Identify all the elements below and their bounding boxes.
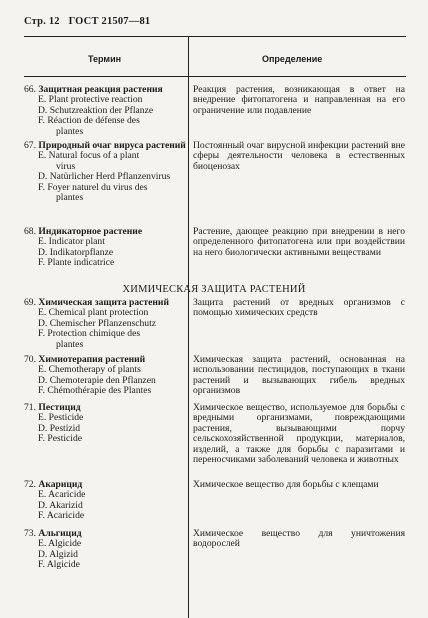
term-title: Природный очаг вируса растений — [38, 140, 186, 151]
term-equivalent: virus — [56, 160, 76, 172]
term-equivalent: D. Chemoterapie den Pflanzen — [38, 374, 156, 386]
term-equivalent: F. Chémothérapie des Plantes — [38, 385, 152, 397]
term-number: 67. — [24, 140, 36, 151]
term-number: 69. — [24, 297, 36, 308]
term-entry — [24, 298, 186, 350]
term-equivalent: F. Algicide — [38, 559, 80, 571]
standard-code: ГОСТ 21507—81 — [68, 16, 151, 27]
term-title: Химическая защита растений — [38, 297, 169, 308]
term-equivalent: F. Acaricide — [38, 510, 85, 522]
page-number: Стр. 12 — [24, 16, 60, 27]
term-equivalent: F. Protection chimique des — [38, 328, 141, 340]
definition-text: Химическое вещество для борьбы с клещами — [193, 479, 379, 490]
term-equivalent: F. Pesticide — [38, 433, 83, 445]
term-equivalent: D. Pestizid — [38, 422, 81, 434]
term-title: Химиотерапия растений — [38, 354, 146, 365]
definition-text: Защита растений от вредных организмов с помощью химических средств — [193, 297, 405, 319]
term-equivalent: plantes — [56, 125, 84, 137]
page-header — [24, 16, 150, 27]
table-header-rule — [24, 76, 406, 77]
term-title: Акарицид — [38, 479, 83, 490]
section-title: ХИМИЧЕСКАЯ ЗАЩИТА РАСТЕНИЙ — [122, 284, 306, 295]
term-equivalent: F. Plante indicatrice — [38, 257, 115, 269]
column-header-definition: Определение — [262, 54, 323, 64]
definition-text: Химическое вещество, используемое для борьбы с вредными организмами, повреждающими растения, вызывающими порчу сельскохозяйственной продукции, материалов, изделий, а также для борьбы с паразитами и переносчиками заболеваний человека и животных — [193, 402, 405, 466]
term-equivalent: D. Algizid — [38, 548, 78, 560]
term-equivalent: F. Foyer naturel du virus des — [38, 181, 148, 193]
definition-text: Постоянный очаг вирусной инфекции растений вне сферы деятельности человека в естественных биоценозах — [193, 140, 405, 172]
term-equivalent: D. Chemischer Pflanzenschutz — [38, 317, 157, 329]
term-equivalent: E. Plant protective reaction — [38, 94, 143, 106]
term-entry — [24, 227, 186, 269]
term-equivalent: F. Réaction de défense des — [38, 115, 140, 127]
column-header-term: Термин — [88, 54, 122, 64]
definition-text: Растение, дающее реакцию при внедрении в него определенного фитопатогена или при воздействии на него биологически активными веществами — [193, 226, 405, 258]
definition-text: Химическая защита растений, основанная на использовании пестицидов, поступающих в ткани растений и вызывающих гибель вредных организмов — [193, 354, 405, 397]
term-equivalent: D. Schutzreaktion der Pflanze — [38, 104, 154, 116]
term-number: 72. — [24, 479, 36, 490]
term-title: Защитная реакция растения — [38, 84, 163, 95]
term-equivalent: E. Pesticide — [38, 412, 84, 424]
term-number: 66. — [24, 84, 36, 95]
term-number: 71. — [24, 402, 36, 413]
term-entry — [24, 529, 186, 571]
term-equivalent: D. Indikatorpflanze — [38, 246, 114, 258]
table-top-rule — [24, 36, 406, 37]
term-title: Альгицид — [38, 528, 82, 539]
term-number: 70. — [24, 354, 36, 365]
term-equivalent: E. Natural focus of a plant — [38, 150, 140, 162]
term-number: 73. — [24, 528, 36, 539]
term-title: Индикаторное растение — [38, 226, 143, 237]
term-number: 68. — [24, 226, 36, 237]
definition-text: Химическое вещество для уничтожения водорослей — [193, 528, 405, 550]
term-equivalent: E. Chemical plant protection — [38, 307, 149, 319]
term-title: Пестицид — [38, 402, 81, 413]
term-equivalent: D. Natürlicher Herd Pflanzenvirus — [38, 171, 171, 183]
term-entry — [24, 403, 186, 445]
term-equivalent: E. Indicator plant — [38, 236, 105, 248]
term-equivalent: E. Acaricide — [38, 489, 86, 501]
term-equivalent: plantes — [56, 338, 84, 350]
column-divider — [188, 36, 189, 618]
term-entry — [24, 85, 186, 137]
term-equivalent: E. Chemotherapy of plants — [38, 364, 141, 376]
term-equivalent: D. Akarizid — [38, 499, 83, 511]
term-entry — [24, 141, 186, 203]
term-equivalent: E. Algicide — [38, 538, 82, 550]
term-entry — [24, 480, 186, 522]
definition-text: Реакция растения, возникающая в ответ на внедрение фитопатогена и направленная на его ограничение или подавление — [193, 84, 405, 116]
term-entry — [24, 355, 186, 397]
term-equivalent: plantes — [56, 192, 84, 204]
